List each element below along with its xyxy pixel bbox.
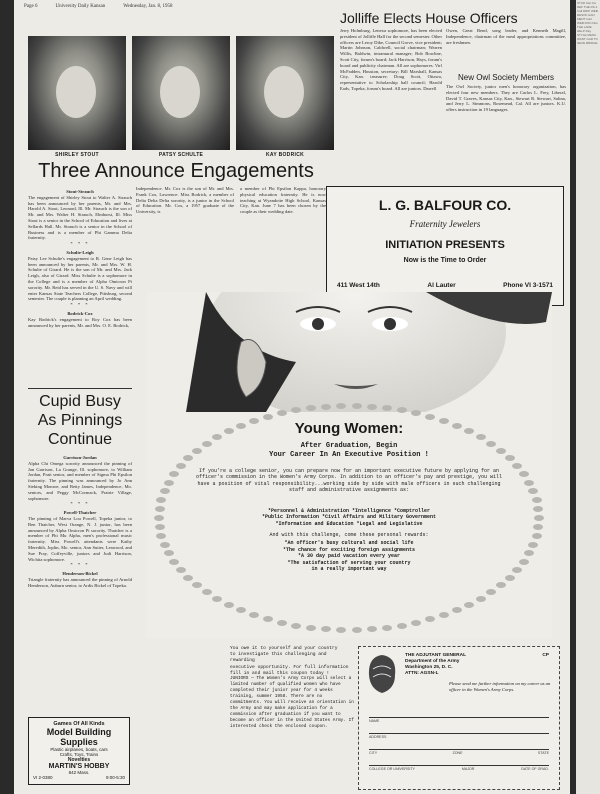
border-dot xyxy=(160,488,170,494)
border-dot xyxy=(524,550,534,556)
border-dot xyxy=(277,410,287,416)
ad-reward1: *An officer's busy cultural and social life xyxy=(284,540,414,547)
coupon-zone-field[interactable]: ZONE xyxy=(452,751,463,755)
balfour-initiation: INITIATION PRESENTS xyxy=(385,239,505,251)
ad-cta4: fill in and mail this coupon today ! xyxy=(230,670,330,676)
border-dot xyxy=(154,515,164,521)
balfour-phone: Phone VI 3-1571 xyxy=(503,282,553,289)
adjacent-page-edge xyxy=(576,0,600,794)
henderson-title: Henderson-Bickel xyxy=(62,571,98,577)
ad-cta-block xyxy=(230,646,354,677)
border-dot xyxy=(183,455,193,461)
newspaper-page xyxy=(14,0,570,794)
border-dot xyxy=(321,404,331,410)
border-dot xyxy=(476,596,486,602)
jolliffe-cont: Owen, Great Bend, song leader, and Kenneth Magill, Independence, chairman of the meal appropriations committee, are freshmen. xyxy=(446,28,566,45)
border-dot xyxy=(156,497,166,503)
pinning-column: Garrison-Jordan Alpha Chi Omega sorority announced the pinning of Jan Garrison, La Grange, Ill. sophomore, to William Jordan, Pratt senior, and member of Sigma Phi Epsilon fraternity. The pinning was announced by Jo Ann Sieking Monroe, and Betty James, Independence, Mo. seniors, and Peggy McCormack, Prairie Village, sophomore. * * * Powell-Thatcher The pinning of Marva Lou Powell, Topeka junior, to Ben Thatcher, West Orange, N. J. junior, has been announced by Alpha Omicron Pi sorority. Thatcher is a member of Phi Mu Alpha, men's professional music fraternity. Miss Powell's attendants were Kathy Meredith, Joplin, Mo. senior, Ann Sutter, Leawood, and Sue Pray, Coffeyville, juniors and Judi Harrison, Wichita sophomore. * * * Henderson-Bickel Triangle fraternity has announced the pinning of Arnold Henderson, Auburn senior, to Ardis Bickel of Topeka. xyxy=(28,455,132,588)
border-dot xyxy=(352,627,362,633)
cupid-headline: Cupid Busy As Pinnings Continue xyxy=(37,393,123,448)
hobby-line2: Model Building xyxy=(46,727,112,737)
border-dot xyxy=(291,623,301,629)
powell-title: Powell-Thatcher xyxy=(63,510,97,516)
soldier-head-icon xyxy=(365,653,399,697)
border-dot xyxy=(352,403,362,409)
ad-assignments2: *Public Information *Civil Affairs and Military Government xyxy=(261,514,437,521)
model-photo xyxy=(146,292,552,412)
garrison-body: Alpha Chi Omega sorority announced the pinning of Jan Garrison, La Grange, Ill. sophomore, to William Jordan, Pratt senior, and member of Sigma Phi Epsilon fraternity. The pinning was announced by Jo Ann Sieking Monroe, and Betty James, Independence, Mo. seniors, and Peggy McCormack, Prairie Village, sophomore. xyxy=(28,460,132,501)
border-dot xyxy=(263,414,273,420)
bodrick-body: Kay Bodrick's engagement to Roy Cox has been announced by her parents, Mr. and Mrs. O. E. Bodrick, xyxy=(28,316,132,328)
border-dot xyxy=(533,524,543,530)
ad-juniors: JUNIORS — The Women's Army Corps will select a limited number of qualified women who have completed their junior year for 4 weeks training, summer 1958. There are no commitments. You will receive an orientation in the Army and may make application for a commission after graduation if you want to become an officer in the United States Army. If interested check the enclosed coupon. xyxy=(230,676,354,729)
balfour-address: 411 West 14th xyxy=(337,282,380,289)
border-dot xyxy=(464,602,474,608)
border-dot xyxy=(533,506,543,512)
jolliffe-body: Jerry Holmburg, Lenexa sophomore, has been elected president of Jolliffe Hall for the second semester. Other officers are Leroy Dike, Council Grove, vice president; Martin Johnson, Caldwell, social chairman; Warren Willis, Baldwin, intramural manager; Bob Bowline, Scott City, forum's board; Jack Harrison, Hays, forum's board and publicity chairman. All are sophomores. Virl McFadden, Houston, secretary; Bill Marshall, Kansas City, Kan. treasurer; Doug Scott, Ottawa, representative to Scholarship hall council; Harold Eads, Topeka, forum's board. All are juniors. Darrell xyxy=(340,28,442,91)
hobby-line5: Crafts, Toys, Trains xyxy=(59,752,99,757)
stout-title: Stout-Strauch xyxy=(66,189,94,194)
owls-body: The Owl Society, junior men's honorary organization, has elected four new members. They are Carlos L. Frey, Liberal, David T. Graves, Kansas City, Kan., Stewart R. Stewart, Salina, and Jerry L. Simmons, Rosemead, Cal. All are juniors. K.U. offers instruction in 19 languages. xyxy=(446,84,566,113)
wac-ad xyxy=(146,292,552,638)
border-dot xyxy=(528,488,538,494)
border-dot xyxy=(411,620,421,626)
border-dot xyxy=(156,533,166,539)
coupon-state-field[interactable]: STATE xyxy=(537,751,549,755)
border-dot xyxy=(236,607,246,613)
ad-cta1: You owe it to yourself and your country xyxy=(230,646,338,651)
border-dot xyxy=(155,524,165,530)
border-dot xyxy=(411,410,421,416)
coupon-to3: Washington 25, D. C. xyxy=(405,665,453,670)
photo-shirley-stout xyxy=(28,36,126,150)
border-dot xyxy=(425,616,435,622)
border-dot xyxy=(425,414,435,420)
paper-name: University Daily Kansan xyxy=(55,4,106,9)
border-dot xyxy=(382,625,392,631)
ad-reward5: in a really important way xyxy=(311,566,387,573)
adjacent-page-text: STUD Kan Ka REF THE DS-1 Call DRIP WEB. RESOF HAN MENT Carl WEB ROO Dire THE LARE HELP Day STYLE MENU WANT GAR TO NEVE BRIDGE xyxy=(577,1,599,45)
jolliffe-headline: Jolliffe Elects House Officers xyxy=(340,10,518,26)
hobby-line3: Supplies xyxy=(60,737,98,747)
engagement-column-right: a member of Phi Epsilon Kappa, honorary physical education fraternity. He is now teaching at Wyandotte High School, Kansas City, Kan. June 7 has been chosen by the couple as their wedding date. xyxy=(240,186,326,215)
border-dot xyxy=(306,625,316,631)
ad-subhead1: After Graduation, Begin xyxy=(300,442,398,450)
border-dot xyxy=(164,480,174,486)
border-dot xyxy=(519,471,529,477)
caption-shirley-stout: SHIRLEY STOUT xyxy=(55,152,99,158)
ad-assignments1: *Personnel & Administration *Intelligence *Comptroller xyxy=(267,508,431,514)
ad-intro: If you're a college senior, you can prepare now for an important executive future by applying for an officer's commission in the Women's Army Corps. In addition to an officer's pay and prestige, you will have a position of vital responsibility...working side by side with male officers in such challenging staff and administrative assignments as: xyxy=(195,468,503,494)
stout-body: The engagement of Shirley Stout to Walter A. Strauch has been announced by her parents, Mr. and Mrs. Harold A. Stout, Leonard, Ill. Mr. Strauch is the son of Mr. and Mrs. Walter H. Strauch, Elmhurst, Ill. Miss Stout is a senior in the School of Education and lives at Sellards Hall. Mr. Strauch is a senior in the School of Business and is a member of Phi Gamma Delta fraternity. xyxy=(28,194,132,241)
balfour-name: L. G. BALFOUR CO. xyxy=(378,197,512,213)
border-dot xyxy=(192,582,202,588)
coupon-major-field[interactable]: MAJOR xyxy=(461,767,475,771)
balfour-contact: Al Lauter xyxy=(427,282,456,289)
ad-reward4: *The satisfaction of serving your country xyxy=(287,559,411,566)
page-number: Page 6 xyxy=(24,4,38,9)
caption-patsy-schulte: PATSY SCHULTE xyxy=(158,152,204,158)
engagement-column: Stout-Strauch The engagement of Shirley Stout to Walter A. Strauch has been announced by her parents, Mr. and Mrs. Harold A. Stout, Leonard, Ill. Mr. Strauch is the son of Mr. and Mrs. Walter H. Strauch, Elmhurst, Ill. Miss Stout is a senior in the School of Education and lives at Sellards Hall. Mr. Strauch is a senior in the School of Business and is a member of Phi Gamma Delta fraternity. * * * Schulte-Leigh Patsy Lee Schulte's engagement to R. Gene Leigh has been announced by her parents, Mr. and Mrs. W. H. Schulte of Girard. He is the son of Mr. and Mrs. Jack Leigh, also of Girard. Miss Schulte is a sophomore in the College and is a member of Alpha Omicron Pi sorority. Mr. Reid has served in the U. S. Navy and will enter Kansas State Teachers College, Pittsburg, second semester. The couple is planning an April wedding. * * * Bodrick-Cox Kay Bodrick's engagement to Roy Cox has been announced by her parents, Mr. and Mrs. O. E. Bodrick, xyxy=(28,189,132,328)
hobby-hours: 9:00-5:30 xyxy=(105,775,125,780)
border-dot xyxy=(263,616,273,622)
coupon-to2: Department of the Army xyxy=(405,659,460,664)
coupon-grad-field[interactable]: DATE OF GRAD. xyxy=(521,767,549,771)
owls-headline: New Owl Society Members xyxy=(457,73,555,82)
border-dot xyxy=(439,612,449,618)
ad-subhead2: Your Career In An Executive Position ! xyxy=(269,451,429,459)
ad-reward2: *The chance for exciting foreign assignments xyxy=(282,546,416,553)
border-dot xyxy=(397,407,407,413)
border-dot xyxy=(397,623,407,629)
martins-hobby-ad xyxy=(28,717,130,785)
coupon[interactable] xyxy=(358,646,560,790)
border-dot xyxy=(367,404,377,410)
border-dot xyxy=(160,542,170,548)
border-dot xyxy=(505,575,515,581)
border-dot xyxy=(496,582,506,588)
ad-cta2: to investigate this challenging and rewarding xyxy=(230,652,327,664)
border-dot xyxy=(155,506,165,512)
hobby-line4: Plastic airplanes, boats, cars xyxy=(50,747,108,752)
engagements-headline: Three Announce Engagements xyxy=(38,160,314,182)
coupon-to4: ATTN: AGSN-L xyxy=(405,671,439,676)
border-dot xyxy=(202,589,212,595)
photo-patsy-schulte xyxy=(132,36,230,150)
ad-headline: Young Women: xyxy=(294,420,404,437)
border-dot xyxy=(176,463,186,469)
border-dot xyxy=(224,602,234,608)
border-dot xyxy=(534,515,544,521)
coupon-college-field[interactable]: COLLEGE OR UNIVERSITY xyxy=(369,767,415,771)
coupon-code: CP xyxy=(542,653,549,658)
border-dot xyxy=(524,480,534,486)
border-dot xyxy=(486,589,496,595)
caption-kay-bodrick: KAY BODRICK xyxy=(265,152,305,158)
border-dot xyxy=(519,559,529,565)
powell-body: The pinning of Marva Lou Powell, Topeka junior, to Ben Thatcher, West Orange, N. J. junior, has been announced by Alpha Omicron Pi sorority. Thatcher is a member of Phi Mu Alpha, men's professional music fraternity. Miss Powell's attendants were Kathy Meredith, Joplin, Mo. senior, Ann Sutter, Leawood, and Sue Pray, Coffeyville, juniors and Judi Harrison, Wichita sophomore. xyxy=(28,515,132,562)
balfour-ad xyxy=(326,186,564,306)
schulte-title: Schulte-Leigh xyxy=(66,249,94,255)
border-dot xyxy=(512,567,522,573)
border-dot xyxy=(291,407,301,413)
balfour-script: Fraternity Jewelers xyxy=(409,219,481,229)
photo-kay-bodrick xyxy=(236,36,334,150)
hobby-phone: VI 2-0380 xyxy=(33,775,53,780)
ad-assignments3: *Information and Education *Legal and Legislative xyxy=(275,520,423,527)
ad-reward3: *A 30 day paid vacation every year xyxy=(297,553,401,560)
border-dot xyxy=(169,559,179,565)
hobby-address: 842 Mass. xyxy=(68,770,90,775)
hobby-name: MARTIN'S HOBBY xyxy=(48,763,110,770)
coupon-to1: THE ADJUTANT GENERAL xyxy=(405,653,467,658)
border-dot xyxy=(321,626,331,632)
border-dot xyxy=(169,471,179,477)
henderson-body: Triangle fraternity has announced the pinning of Arnold Henderson, Auburn senior, to Ardis Bickel of Topeka. xyxy=(28,576,132,588)
garrison-title: Garrison-Jordan xyxy=(63,455,97,460)
border-dot xyxy=(528,542,538,548)
border-dot xyxy=(249,612,259,618)
border-dot xyxy=(512,463,522,469)
coupon-please: Please send me further information on my career as an officer in the Women's Army Corps. xyxy=(449,681,551,692)
border-dot xyxy=(212,596,222,602)
border-dot xyxy=(532,533,542,539)
border-dot xyxy=(164,550,174,556)
coupon-address-field[interactable]: ADDRESS xyxy=(369,733,549,739)
hobby-line1: Games Of All Kinds xyxy=(53,721,105,727)
border-dot xyxy=(367,626,377,632)
balfour-tagline: Now is the Time to Order xyxy=(403,257,487,264)
border-dot xyxy=(336,627,346,633)
ad-rewards-intro: And with this challenge, come these personal rewards: xyxy=(269,532,429,538)
bodrick-title: Bodrick-Cox xyxy=(67,310,93,316)
ad-cta3: executive opportunity. For full information xyxy=(230,664,349,670)
coupon-city-field[interactable]: CITY xyxy=(369,751,378,755)
border-dot xyxy=(532,497,542,503)
engagement-column-mid: Independence. Mr. Cox is the son of Mr. and Mrs. Frank Cox, Lawrence. Miss Bodrick, a member of Delta Delta Delta sorority, is a junior in the School of Education. Mr. Cox, a 1957 graduate of the University, is xyxy=(136,186,234,215)
border-dot xyxy=(277,620,287,626)
border-dot xyxy=(176,567,186,573)
border-dot xyxy=(505,455,515,461)
border-dot xyxy=(452,607,462,613)
border-dot xyxy=(183,575,193,581)
hobby-line6: Novelties xyxy=(67,757,91,763)
issue-date: Wednesday, Jan. 8, 1958 xyxy=(123,4,173,9)
coupon-name-field[interactable]: NAME xyxy=(369,717,549,723)
schulte-body: Patsy Lee Schulte's engagement to R. Gene Leigh has been announced by her parents, Mr. and Mrs. W. H. Schulte of Girard. He is the son of Mr. and Mrs. Jack Leigh, also of Girard. Miss Schulte is a sophomore in the College and is a member of Alpha Omicron Pi sorority. Mr. Reid has served in the U. S. Navy and will enter Kansas State Teachers College, Pittsburg, second semester. The couple is planning an April wedding. xyxy=(28,255,132,302)
